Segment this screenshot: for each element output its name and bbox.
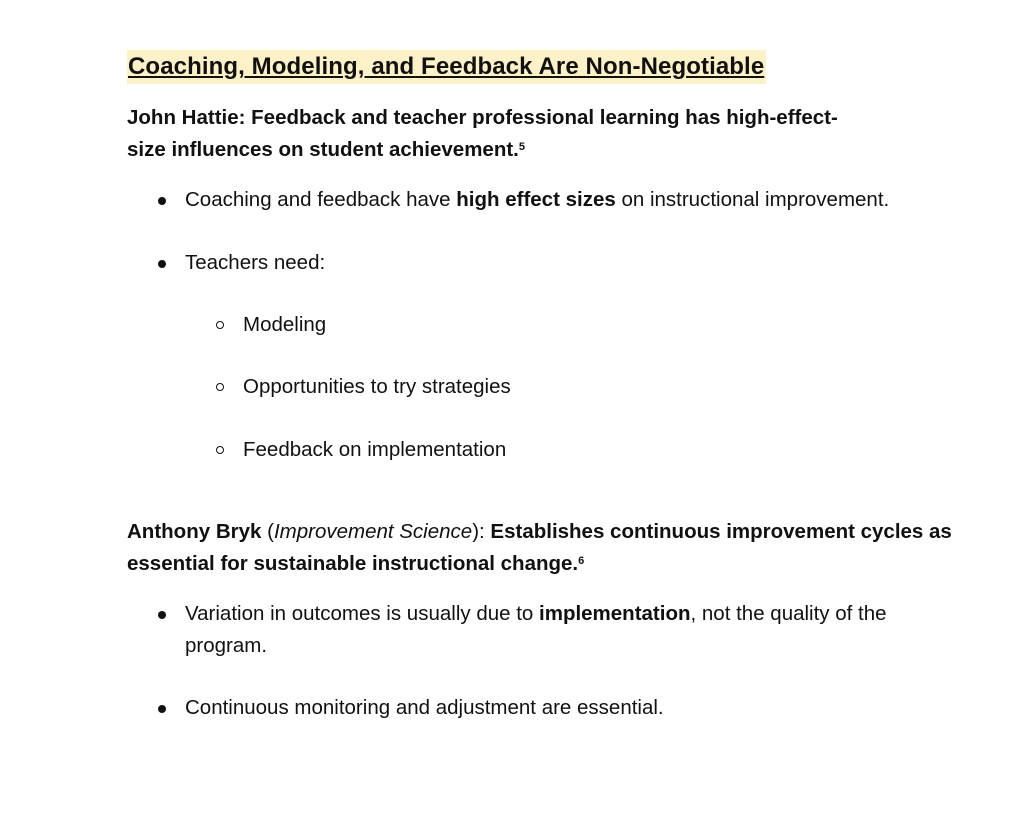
sub-item-modeling: Modeling xyxy=(127,309,987,341)
bryk-lead-text: Establishes continuous improvement cycles as essential for sustainable instructional change. xyxy=(127,520,952,575)
emphasis-implementation: implementation xyxy=(539,602,691,625)
bullet-dot-icon xyxy=(158,260,166,268)
bullet-dot-icon xyxy=(158,197,166,205)
hattie-lead-text: John Hattie: Feedback and teacher professional learning has high-effect-size influences on student achievement. xyxy=(127,106,838,161)
sub-item-opportunities: Opportunities to try strategies xyxy=(127,371,987,403)
bullet-dot-icon xyxy=(158,705,166,713)
bryk-lead: Anthony Bryk (Improvement Science): Establishes continuous improvement cycles as essential for sustainable instructional change.$^6$ xyxy=(127,520,952,575)
list-item-variation: Variation in outcomes is usually due to implementation, not the quality of the program. xyxy=(127,598,925,662)
hattie-bullets xyxy=(127,184,987,466)
hollow-bullet-icon xyxy=(216,321,224,329)
list-item-teachers-need: Teachers need: xyxy=(127,247,925,279)
hattie-lead xyxy=(127,102,847,166)
author-bryk: Anthony Bryk xyxy=(127,520,262,543)
bullet-dot-icon xyxy=(158,611,166,619)
list-item-coaching: Coaching and feedback have high effect sizes on instructional improvement. xyxy=(127,184,925,216)
footnote-5: 5 xyxy=(518,141,526,154)
emphasis-high-effect-sizes: high effect sizes xyxy=(456,188,616,211)
hollow-bullet-icon xyxy=(216,446,224,454)
document-page xyxy=(127,50,987,724)
list-item-monitoring: Continuous monitoring and adjustment are essential. xyxy=(127,692,925,724)
bryk-bullets xyxy=(127,598,987,724)
book-title: Improvement Science xyxy=(273,520,473,543)
section-heading: Coaching, Modeling, and Feedback Are Non-Negotiable xyxy=(127,50,766,84)
sub-item-feedback: Feedback on implementation xyxy=(127,434,987,466)
hollow-bullet-icon xyxy=(216,383,224,391)
footnote-6: 6 xyxy=(578,555,585,568)
